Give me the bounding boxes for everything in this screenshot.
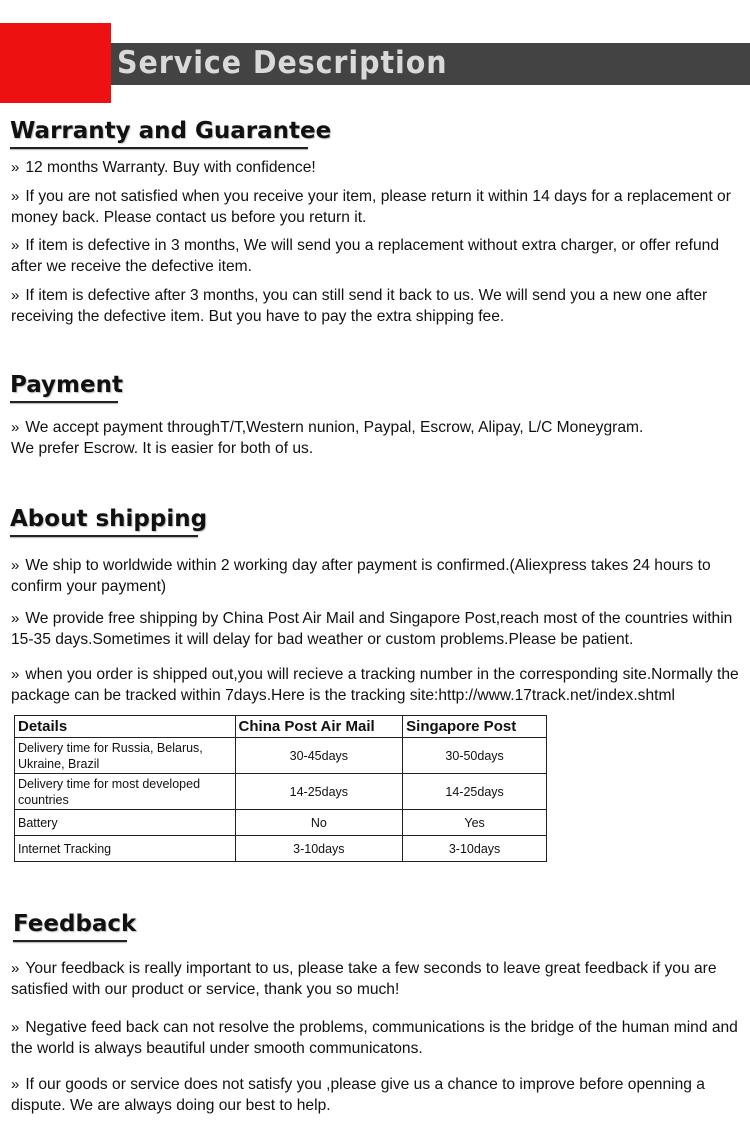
- table-header-cell: China Post Air Mail: [235, 716, 403, 738]
- feedback-item: » Negative feed back can not resolve the problems, communications is the bridge of the human mind and the world is always beautiful under smooth communicatons.: [11, 1019, 738, 1057]
- table-cell: Internet Tracking: [15, 836, 236, 862]
- feedback-heading: Feedback: [13, 911, 137, 937]
- shipping-heading-underline: [10, 535, 198, 537]
- table-cell: 14-25days: [235, 774, 403, 810]
- payment-text: » We accept payment throughT/T,Western nunion, Paypal, Escrow, Alipay, L/C Moneygram. We prefer Escrow. It is easier for both of us.: [11, 419, 644, 457]
- table-header-row: [15, 716, 547, 738]
- bullet-marker: »: [11, 159, 20, 176]
- table-row: [15, 810, 547, 836]
- bullet-marker: »: [11, 557, 20, 574]
- warranty-heading-underline: [10, 147, 308, 149]
- bullet-marker: »: [11, 419, 20, 436]
- table-cell: 3-10days: [403, 836, 547, 862]
- feedback-item: » If our goods or service does not satisfy you ,please give us a chance to improve before openning a dispute. We are always doing our best to help.: [11, 1076, 705, 1114]
- table-cell: 30-50days: [403, 738, 547, 774]
- warranty-item: » If item is defective after 3 months, you can still send it back to us. We will send you a new one after receiving the defective item. But you have to pay the extra shipping fee.: [11, 287, 708, 325]
- service-banner: [0, 0, 750, 104]
- warranty-item: » If you are not satisfied when you receive your item, please return it within 14 days for a replacement or money back. Please contact us before you return it.: [11, 188, 731, 226]
- bullet-marker: »: [11, 666, 20, 683]
- bullet-marker: »: [11, 237, 20, 254]
- bullet-marker: »: [11, 287, 20, 304]
- table-cell: 30-45days: [235, 738, 403, 774]
- table-row: [15, 774, 547, 810]
- table-cell: 14-25days: [403, 774, 547, 810]
- bullet-marker: »: [11, 610, 20, 627]
- bullet-marker: »: [11, 188, 20, 205]
- warranty-item: » If item is defective in 3 months, We will send you a replacement without extra charger, or offer refund after we receive the defective item.: [11, 237, 720, 275]
- table-cell: Yes: [403, 810, 547, 836]
- table-header-cell: Singapore Post: [403, 716, 547, 738]
- table-header-cell: Details: [15, 716, 236, 738]
- bullet-marker: »: [11, 1019, 20, 1036]
- bullet-marker: »: [11, 1076, 20, 1093]
- table-cell: No: [235, 810, 403, 836]
- feedback-heading-underline: [13, 940, 127, 942]
- payment-heading-underline: [10, 401, 118, 403]
- table-cell: Delivery time for Russia, Belarus, Ukraine, Brazil: [15, 738, 236, 774]
- table-row: [15, 836, 547, 862]
- table-cell: Delivery time for most developed countries: [15, 774, 236, 810]
- banner-bar: [111, 43, 750, 85]
- shipping-item: » We ship to worldwide within 2 working day after payment is confirmed.(Aliexpress takes 24 hours to confirm your payment): [11, 557, 711, 595]
- shipping-item: » when you order is shipped out,you will recieve a tracking number in the corresponding site.Normally the package can be tracked within 7days.Here is the tracking site:http://www.17track.net/index.shtml: [11, 666, 739, 704]
- feedback-item: » Your feedback is really important to us, please take a few seconds to leave great feedback if you are satisfied with our product or service, thank you so much!: [11, 960, 717, 998]
- shipping-item: » We provide free shipping by China Post Air Mail and Singapore Post,reach most of the countries within 15-35 days.Sometimes it will delay for bad weather or custom problems.Please be patient.: [11, 610, 733, 648]
- table-row: [15, 738, 547, 774]
- bullet-marker: »: [11, 960, 20, 977]
- shipping-heading: About shipping: [10, 506, 208, 532]
- table-cell: 3-10days: [235, 836, 403, 862]
- warranty-heading: Warranty and Guarantee: [10, 118, 332, 144]
- banner-title: Service Description: [117, 45, 448, 81]
- warranty-item: » 12 months Warranty. Buy with confidence!: [11, 159, 316, 176]
- payment-heading: Payment: [10, 372, 123, 398]
- banner-red-block: [0, 23, 111, 103]
- shipping-table: [14, 715, 547, 862]
- table-cell: Battery: [15, 810, 236, 836]
